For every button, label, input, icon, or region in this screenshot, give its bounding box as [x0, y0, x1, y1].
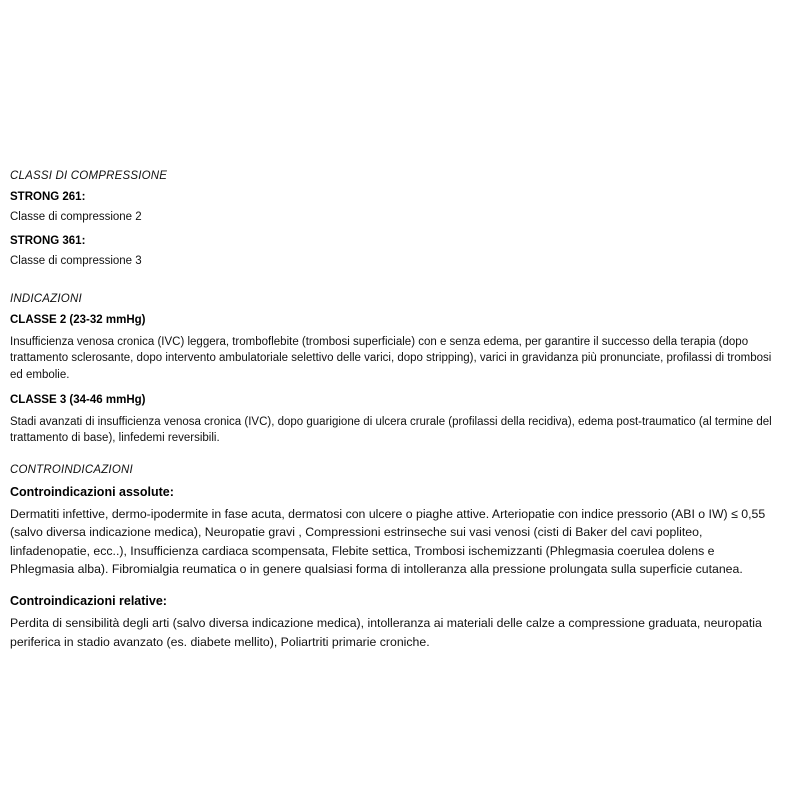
entry-value-controindicazioni-assolute: Dermatiti infettive, dermo-ipodermite in fase acuta, dermatosi con ulcere o piaghe attive. Arteriopatie con indice pressorio (ABI o IW) ≤ 0,55 (salvo diversa indicazione medica), Neuropatie gravi , Compressioni estrinseche sui vasi venosi (cisti di Baker del cavi popliteo, linfadenopatie, ecc..), Insufficienza cardiaca scompensata, Flebite settica, Trombosi ischemizzanti (Phlegmasia coerulea dolens e Phlegmasia alba). Fibromialgia reumatica o in genere qualsiasi forma di intolleranza alla pressione prolungata sulla superficie cutanea.: [10, 506, 766, 576]
section-classi-di-compressione: [10, 170, 772, 267]
entry-value-controindicazioni-relative: Perdita di sensibilità degli arti (salvo diversa indicazione medica), intolleranza ai materiali delle calze a compressione graduata, neuropatia periferica in stadio avanzato (es. diabete mellito), Poliartriti primarie croniche.: [10, 616, 762, 649]
entry-label-controindicazioni-assolute: Controindicazioni assolute:: [10, 484, 174, 499]
entry-label-classe-2: CLASSE 2 (23-32 mmHg): [10, 314, 146, 326]
entry-label-classe-3: CLASSE 3 (34-46 mmHg): [10, 393, 146, 406]
section-heading: CONTROINDICAZIONI: [10, 463, 133, 476]
entry-value-strong-361: Classe di compressione 3: [10, 255, 142, 267]
entry-value-classe-3: Stadi avanzati di insufficienza venosa cronica (IVC), dopo guarigione di ulcera crurale (profilassi della recidiva), edema post-traumatico (al termine del trattamento di base), linfedemi reversibili.: [10, 415, 772, 445]
entry-label-strong-261: STRONG 261:: [10, 191, 86, 203]
section-controindicazioni: [10, 464, 772, 652]
section-heading: INDICAZIONI: [10, 293, 82, 305]
section-indicazioni: [10, 293, 772, 447]
entry-label-controindicazioni-relative: Controindicazioni relative:: [10, 594, 167, 609]
section-heading: CLASSI DI COMPRESSIONE: [10, 170, 168, 182]
entry-label-strong-361: STRONG 361:: [10, 235, 86, 247]
entry-value-strong-261: Classe di compressione 2: [10, 211, 142, 223]
entry-value-classe-2: Insufficienza venosa cronica (IVC) leggera, tromboflebite (trombosi superficiale) con e senza edema, per garantire il successo della terapia (dopo trattamento sclerosante, dopo intervento ambulatoriale selettivo delle varici, dopo stripping), varici in gravidanza più pronunciate, profilassi di trombosi ed embolie.: [10, 336, 772, 381]
spacer: [10, 279, 772, 293]
